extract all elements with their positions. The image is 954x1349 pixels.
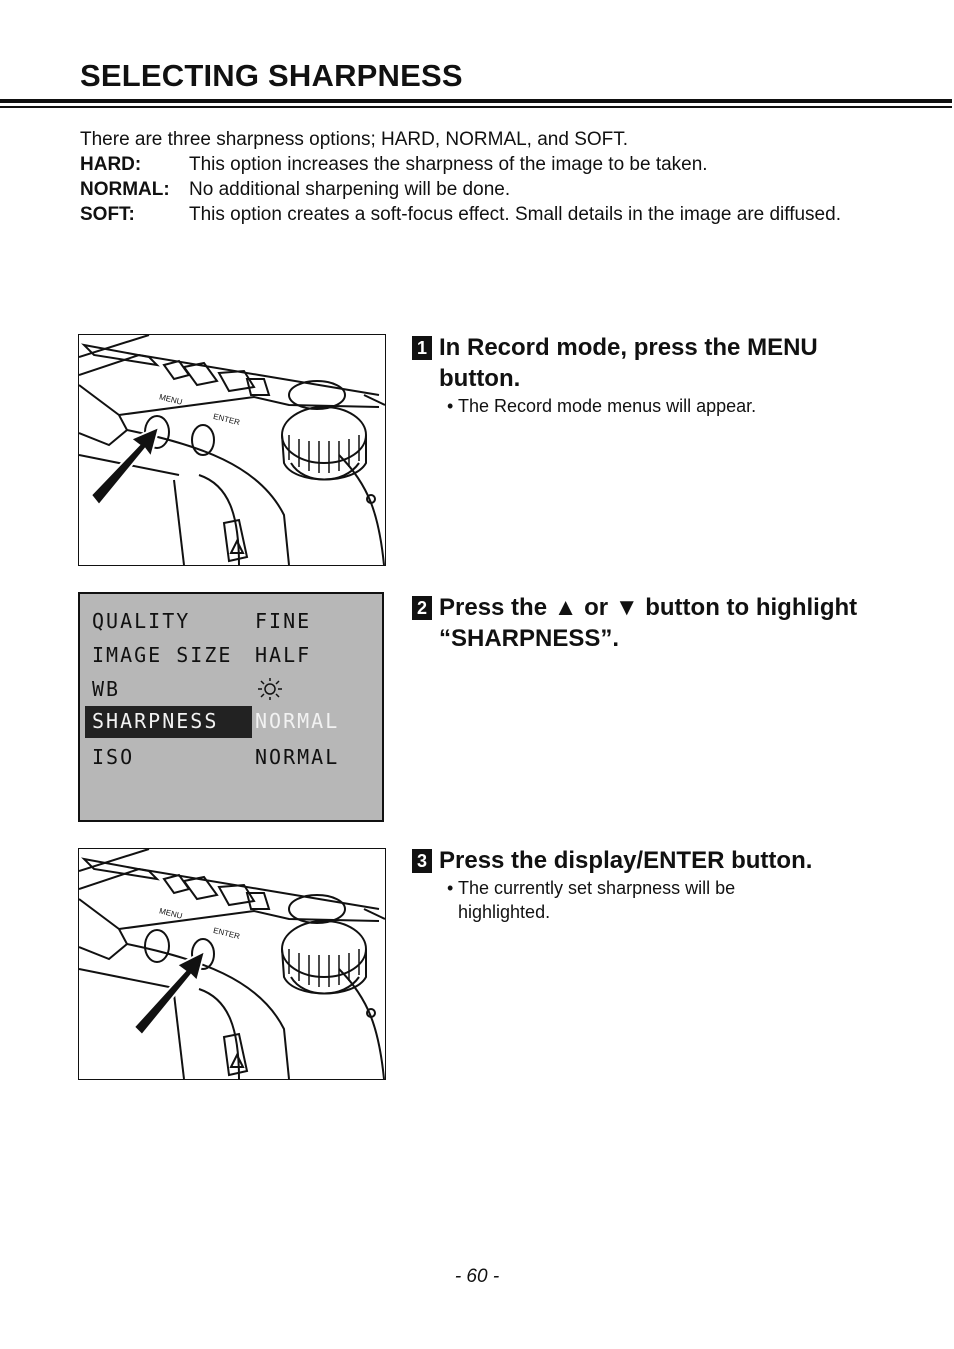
enter-button-label: ENTER <box>212 925 241 942</box>
step-number: 1 <box>412 336 432 360</box>
menu-button-label: MENU <box>158 392 184 407</box>
step-number: 2 <box>412 596 432 620</box>
title-rule-thick <box>0 99 952 103</box>
step-note <box>447 394 892 418</box>
title-rule-thin <box>0 106 952 108</box>
menu-row-label: SHARPNESS <box>92 709 219 733</box>
menu-row-label: IMAGE SIZE <box>92 643 233 667</box>
step-note <box>447 876 807 924</box>
lcd-menu-screen <box>78 592 384 822</box>
definition-desc: This option increases the sharpness of the image to be taken. <box>189 154 708 175</box>
definition-normal <box>80 177 880 202</box>
camera-back-drawing <box>79 849 385 1079</box>
menu-row-value: NORMAL <box>255 745 340 769</box>
step-heading: In Record mode, press the MENU button. <box>439 334 818 392</box>
menu-row-sharpness[interactable] <box>85 706 375 736</box>
camera-illustration-menu <box>78 334 386 566</box>
intro-lead: There are three sharpness options; HARD, NORMAL, and SOFT. <box>80 129 629 150</box>
menu-row-value: HALF <box>255 643 312 667</box>
menu-row-image-size <box>85 640 375 670</box>
page-title: SELECTING SHARPNESS <box>80 58 463 93</box>
intro-section <box>80 127 880 227</box>
definition-desc: No additional sharpening will be done. <box>189 179 511 200</box>
definition-desc: This option creates a soft-focus effect. Small details in the image are diffused. <box>189 204 841 225</box>
daylight-sun-icon <box>255 677 285 706</box>
menu-row-label: ISO <box>92 745 135 769</box>
page-number: - 60 - <box>454 1266 500 1287</box>
camera-illustration-enter <box>78 848 386 1080</box>
menu-row-label: WB <box>92 677 121 701</box>
step-note-text: The Record mode menus will appear. <box>458 396 757 416</box>
menu-row-wb <box>85 674 375 704</box>
pointer-arrow <box>134 951 205 1035</box>
pointer-arrow <box>91 427 159 505</box>
step-heading: Press the display/ENTER button. <box>439 847 813 874</box>
menu-row-value: FINE <box>255 609 312 633</box>
bullet-icon: • <box>447 396 454 416</box>
definition-term: NORMAL: <box>80 179 170 200</box>
menu-button-label: MENU <box>158 906 184 921</box>
step-heading: Press the ▲ or ▼ button to highlight “SHARPNESS”. <box>439 594 858 652</box>
step-note-text: The currently set sharpness will be highlighted. <box>458 878 736 922</box>
menu-row-quality <box>85 606 375 636</box>
step-1 <box>412 332 892 418</box>
step-3 <box>412 845 892 924</box>
definition-soft <box>80 202 880 227</box>
enter-button-label: ENTER <box>212 411 241 428</box>
bullet-icon: • <box>447 878 454 898</box>
menu-row-iso <box>85 742 375 772</box>
menu-row-value: NORMAL <box>255 709 340 733</box>
definition-hard <box>80 152 880 177</box>
camera-back-drawing <box>79 335 385 565</box>
menu-row-label: QUALITY <box>92 609 191 633</box>
definition-term: HARD: <box>80 154 142 175</box>
step-number: 3 <box>412 849 432 873</box>
step-2 <box>412 592 892 654</box>
definition-term: SOFT: <box>80 204 135 225</box>
